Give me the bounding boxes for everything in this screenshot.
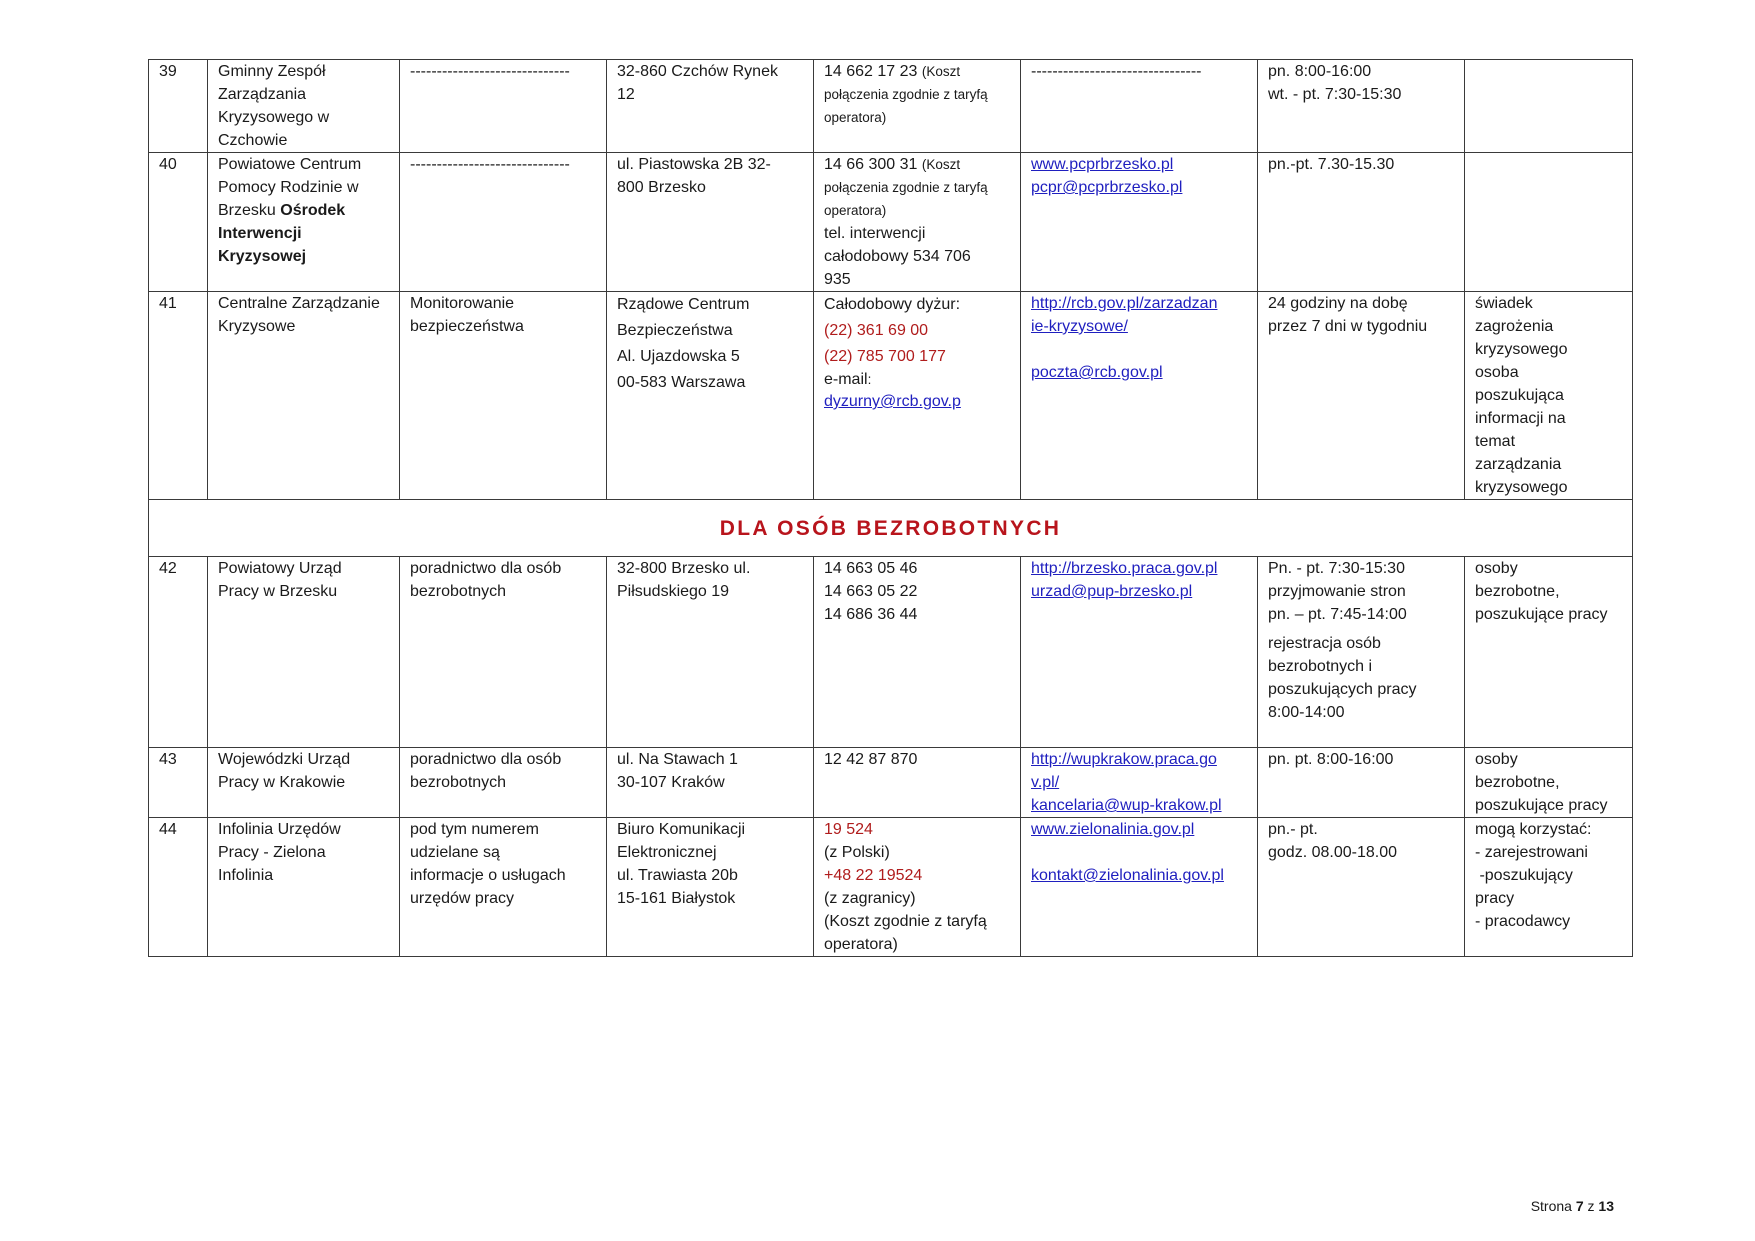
opening-hours: pn.-pt. 7.30-15.30: [1258, 153, 1465, 292]
website-link[interactable]: http://brzesko.praca.gov.pl: [1031, 560, 1218, 577]
phone: 19 524 (z Polski) +48 22 19524 (z zagranicy) (Koszt zgodnie z taryfą operatora): [814, 818, 1021, 957]
institution-name: Powiatowy Urząd Pracy w Brzesku: [208, 557, 400, 748]
service-scope: ------------------------------: [400, 60, 607, 153]
phone: 14 66 300 31 (Koszt połączenia zgodnie z taryfą operatora) tel. interwencji całodobowy 534 706 935: [814, 153, 1021, 292]
target-group: świadek zagrożenia kryzysowego osoba poszukująca informacji na temat zarządzania kryzysowego: [1465, 292, 1633, 500]
opening-hours: pn. 8:00-16:00 wt. - pt. 7:30-15:30: [1258, 60, 1465, 153]
website-link[interactable]: http://wupkrakow.praca.go v.pl/: [1031, 751, 1217, 791]
address: 32-860 Czchów Rynek 12: [607, 60, 814, 153]
address: ul. Piastowska 2B 32- 800 Brzesko: [607, 153, 814, 292]
page-number: 7: [1575, 1198, 1584, 1214]
section-header-row: [149, 500, 1633, 557]
row-number: 40: [149, 153, 208, 292]
table-row: [149, 60, 1633, 153]
page-of: z: [1587, 1198, 1595, 1214]
page-total: 13: [1598, 1198, 1614, 1214]
contacts-table: [148, 59, 1633, 957]
service-scope: poradnictwo dla osób bezrobotnych: [400, 557, 607, 748]
opening-hours: pn.- pt. godz. 08.00-18.00: [1258, 818, 1465, 957]
page-footer: [1531, 1198, 1614, 1214]
email-link[interactable]: poczta@rcb.gov.pl: [1031, 364, 1163, 381]
table-row: [149, 292, 1633, 500]
address: Biuro Komunikacji Elektronicznej ul. Trawiasta 20b 15-161 Białystok: [607, 818, 814, 957]
row-number: 41: [149, 292, 208, 500]
phone: 14 663 05 46 14 663 05 22 14 686 36 44: [814, 557, 1021, 748]
address: Rządowe Centrum Bezpieczeństwa Al. Ujazdowska 5 00-583 Warszawa: [607, 292, 814, 500]
section-title: DLA OSÓB BEZROBOTNYCH: [149, 500, 1633, 557]
opening-hours: pn. pt. 8:00-16:00: [1258, 748, 1465, 818]
email-link[interactable]: pcpr@pcprbrzesko.pl: [1031, 179, 1183, 196]
target-group: osoby bezrobotne, poszukujące pracy: [1465, 557, 1633, 748]
website-link[interactable]: www.zielonalinia.gov.pl: [1031, 821, 1195, 838]
service-scope: pod tym numerem udzielane są informacje o usługach urzędów pracy: [400, 818, 607, 957]
row-number: 44: [149, 818, 208, 957]
institution-name: Gminny Zespół Zarządzania Kryzysowego w Czchowie: [208, 60, 400, 153]
web-email: [1021, 557, 1258, 748]
phone: 12 42 87 870: [814, 748, 1021, 818]
institution-name: Infolinia Urzędów Pracy - Zielona Infolinia: [208, 818, 400, 957]
table-row: [149, 748, 1633, 818]
table-row: [149, 557, 1633, 748]
institution-name: Wojewódzki Urząd Pracy w Krakowie: [208, 748, 400, 818]
website-link[interactable]: www.pcprbrzesko.pl: [1031, 156, 1174, 173]
web-email: [1021, 748, 1258, 818]
target-group: [1465, 153, 1633, 292]
row-number: 42: [149, 557, 208, 748]
web-email: [1021, 818, 1258, 957]
address: 32-800 Brzesko ul. Piłsudskiego 19: [607, 557, 814, 748]
opening-hours: 24 godziny na dobę przez 7 dni w tygodniu: [1258, 292, 1465, 500]
opening-hours: Pn. - pt. 7:30-15:30 przyjmowanie stron pn. – pt. 7:45-14:00 rejestracja osób bezrobotnych i poszukujących pracy 8:00-14:00: [1258, 557, 1465, 748]
target-group: mogą korzystać: - zarejestrowani -poszukujący pracy - pracodawcy: [1465, 818, 1633, 957]
website-link[interactable]: http://rcb.gov.pl/zarzadzan ie-kryzysowe/: [1031, 295, 1218, 335]
institution-name: Centralne Zarządzanie Kryzysowe: [208, 292, 400, 500]
institution-name: Powiatowe Centrum Pomocy Rodzinie w Brzesku Ośrodek Interwencji Kryzysowej: [208, 153, 400, 292]
target-group: osoby bezrobotne, poszukujące pracy: [1465, 748, 1633, 818]
service-scope: poradnictwo dla osób bezrobotnych: [400, 748, 607, 818]
page-label: Strona: [1530, 1198, 1572, 1214]
web-email: [1021, 292, 1258, 500]
email-link[interactable]: dyzurny@rcb.gov.p: [824, 393, 961, 410]
row-number: 43: [149, 748, 208, 818]
phone: Całodobowy dyżur: (22) 361 69 00 (22) 785 700 177 e-mail: dyzurny@rcb.gov.p: [814, 292, 1021, 500]
web-email: [1021, 153, 1258, 292]
table-row: [149, 818, 1633, 957]
target-group: [1465, 60, 1633, 153]
service-scope: ------------------------------: [400, 153, 607, 292]
web-email: --------------------------------: [1021, 60, 1258, 153]
email-link[interactable]: kontakt@zielonalinia.gov.pl: [1031, 867, 1224, 884]
service-scope: Monitorowanie bezpieczeństwa: [400, 292, 607, 500]
address: ul. Na Stawach 1 30-107 Kraków: [607, 748, 814, 818]
email-link[interactable]: urzad@pup-brzesko.pl: [1031, 583, 1193, 600]
phone: 14 662 17 23 (Koszt połączenia zgodnie z taryfą operatora): [814, 60, 1021, 153]
email-link[interactable]: kancelaria@wup-krakow.pl: [1031, 797, 1222, 814]
table-row: [149, 153, 1633, 292]
row-number: 39: [149, 60, 208, 153]
